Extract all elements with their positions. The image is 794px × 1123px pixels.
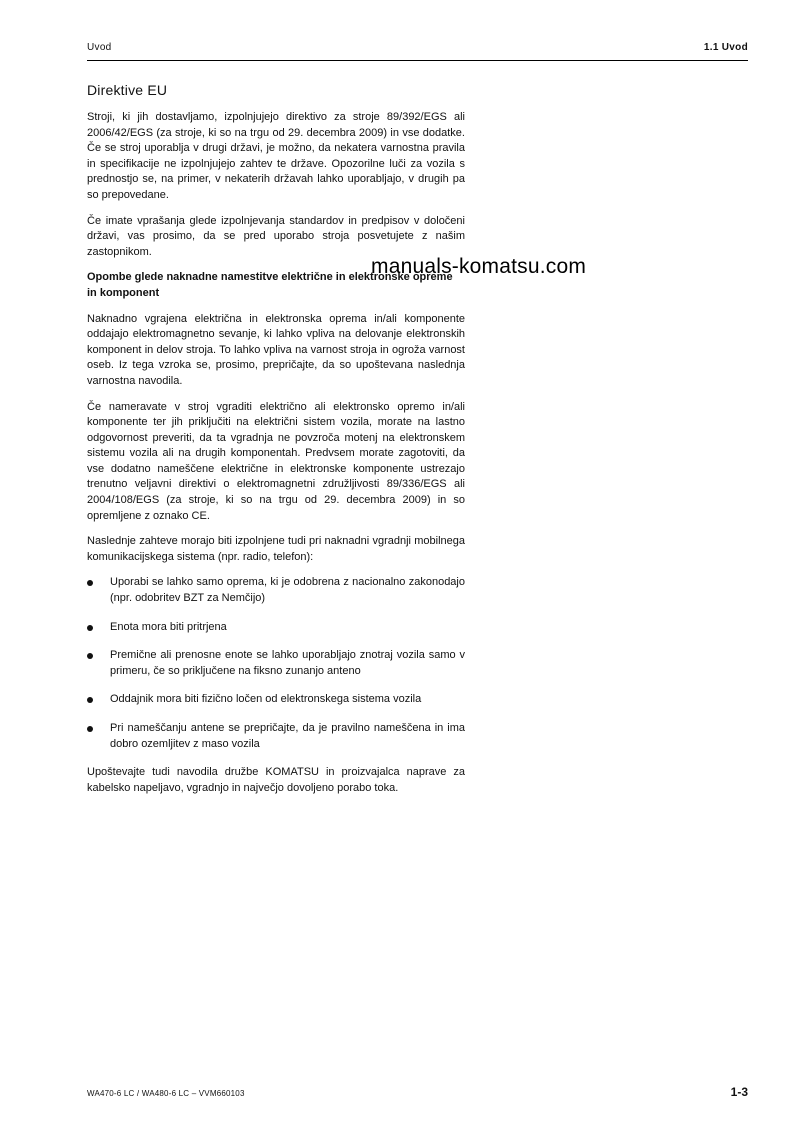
- list-item-text: Premične ali prenosne enote se lahko uporabljajo znotraj vozila samo v primeru, če so priključene na fiksno zunanjo anteno: [110, 649, 465, 677]
- bullet-icon: [87, 653, 93, 659]
- list-item: [87, 575, 465, 606]
- list-item-text: Oddajnik mora biti fizično ločen od elektronskega sistema vozila: [110, 693, 422, 706]
- paragraph-installation: Če nameravate v stroj vgraditi električno ali elektronsko opremo in/ali komponente ter jih priključiti na električni sistem vozila, morate na lastno odgovornost preveriti, da ta vgradnja ne povzroča motenj na elektronskem sistemu vozila ali na drugih komponentah. Predvsem morate zagotoviti, da vse dodatno nameščene električne in elektronske komponente ustrezajo trenutno veljavni direktivi o elektromagnetni združljivosti 89/336/EGS ali 2004/108/EGS (za stroje, ki so na trgu od 29. decembra 2009) in so opremljene z oznako CE.: [87, 400, 465, 522]
- header-chapter-label: 1.1 Uvod: [703, 42, 748, 53]
- footer-model-label: WA470-6 LC / WA480-6 LC – VVM660103: [87, 1089, 245, 1098]
- list-item-text: Uporabi se lahko samo oprema, ki je odobrena z nacionalno zakonodajo (npr. odobritev BZT za Nemčijo): [110, 576, 465, 605]
- section-title: Direktive EU: [87, 82, 168, 98]
- bullet-icon: [87, 697, 93, 703]
- paragraph-emission: Naknadno vgrajena električna in elektronska oprema in/ali komponente oddajajo elektromagnetno sevanje, ki lahko vpliva na delovanje elektronskih komponent in delov stroja. To lahko vpliva na varnost stroja in ogroža varnost oseb. Iz tega vzroka se, prosimo, prepričajte, da so upoštevana naslednja varnostna navodila.: [87, 312, 465, 387]
- list-item: [87, 620, 465, 636]
- paragraph-komatsu-note: Upoštevajte tudi navodila družbe KOMATSU in proizvajalca naprave za kabelsko napeljavo, vgradnjo in največjo dovoljeno porabo toka.: [87, 766, 465, 794]
- list-item: [87, 692, 465, 708]
- bullet-icon: [87, 726, 93, 732]
- header-divider: [87, 60, 748, 61]
- bullet-icon: [87, 580, 93, 586]
- bullet-icon: [87, 625, 93, 631]
- paragraph-directives: Stroji, ki jih dostavljamo, izpolnjujejo direktivo za stroje 89/392/EGS ali 2006/42/EGS (za stroje, ki so na trgu od 29. decembra 2009) in vse dodatke. Če se stroj uporablja v drugi državi, je možno, da nekatera varnostna pravila in specifikacije ne izpolnjujejo zahtev te države. Opozorilne luči za vozila s prednostjo se, na primer, v nekaterih državah lahko uporabljajo, v drugih pa so prepovedane.: [87, 111, 465, 201]
- subheading-retrofit: Opombe glede naknadne namestitve električne in elektronske opreme in komponent: [87, 271, 453, 299]
- list-item-text: Enota mora biti pritrjena: [110, 620, 227, 633]
- page-body: [87, 82, 465, 806]
- paragraph-questions: Če imate vprašanja glede izpolnjevanja standardov in predpisov v določeni državi, vas prosimo, da se pred uporabo stroja posvetujete z našim zastopnikom.: [87, 214, 465, 258]
- watermark-text: manuals-komatsu.com: [371, 255, 587, 278]
- list-item: [87, 721, 465, 752]
- page-number: 1-3: [730, 1085, 748, 1099]
- list-item: [87, 648, 465, 679]
- paragraph-requirements: Naslednje zahteve morajo biti izpolnjene tudi pri naknadni vgradnji mobilnega komunikacijskega sistema (npr. radio, telefon):: [87, 535, 465, 563]
- requirements-list: [87, 575, 465, 752]
- header-section-label: Uvod: [87, 42, 112, 53]
- list-item-text: Pri nameščanju antene se prepričajte, da je pravilno nameščena in ima dobro ozemljitev z maso vozila: [110, 722, 465, 750]
